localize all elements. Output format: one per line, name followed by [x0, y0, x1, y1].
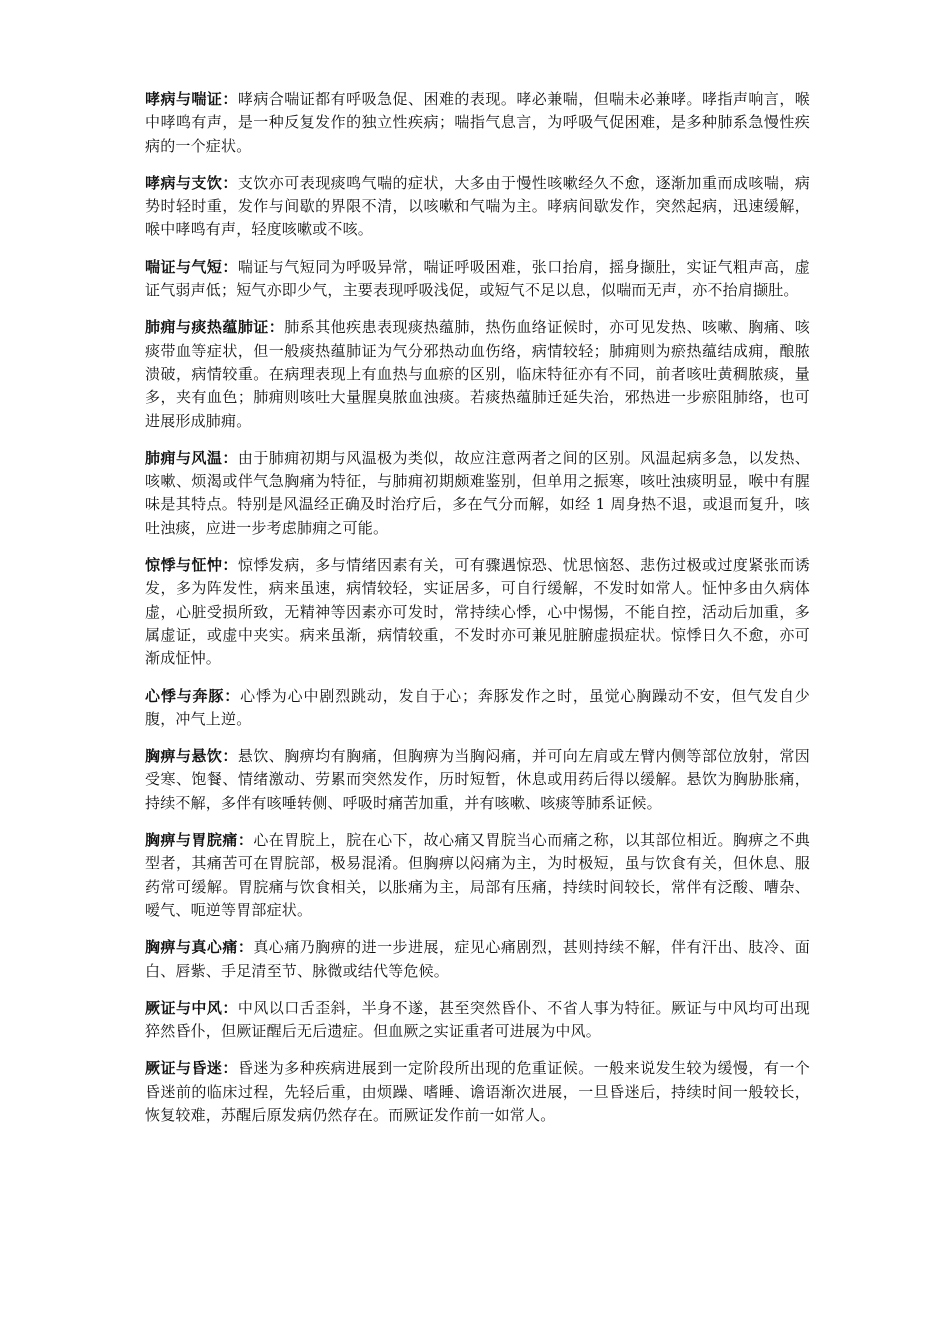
entry-separator: ： — [222, 257, 238, 276]
entry-text: 由于肺痈初期与风温极为类似，故应注意两者之间的区别。风温起病多急，以发热、咳嗽、烦渴或伴气急胸痛为特征，与肺痈初期颇难鉴别，但单用之振寒，咳吐浊痰明显，喉中有腥味是其特点。特别是风温经正确及时治疗后，多在气分而解，如经 1 周身热不退，或退而复升，咳吐浊痰，应进一步考虑肺痈之可能。 — [145, 448, 810, 537]
entry-separator: ： — [222, 1059, 238, 1078]
entry-feiyong-tanre — [145, 316, 810, 432]
entry-term: 喘证与气短 — [145, 257, 223, 276]
entry-text: 惊悸发病，多与情绪因素有关，可有骤遇惊恐、忧思恼怒、悲伤过极或过度紧张而诱发，多为阵发性，病来虽速，病情较轻，实证居多，可自行缓解，不发时如常人。怔忡多由久病体虚，心脏受损所致，无精神等因素亦可发时，常持续心悸，心中惕惕，不能自控，活动后加重，多属虚证，或虚中夹实。病来虽渐，病情较重，不发时亦可兼见脏腑虚损症状。惊悸日久不愈，亦可渐成怔忡。 — [145, 556, 810, 668]
entry-text: 悬饮、胸痹均有胸痛，但胸痹为当胸闷痛，并可向左肩或左臂内侧等部位放射，常因受寒、饱餐、情绪激动、劳累而突然发作，历时短暂，休息或用药后得以缓解。悬饮为胸胁胀痛，持续不解，多伴有咳唾转侧、呼吸时痛苦加重，并有咳嗽、咳痰等肺系证候。 — [145, 747, 810, 812]
entry-term: 胸痹与悬饮 — [145, 747, 223, 766]
entry-jue-zhongfeng — [145, 997, 810, 1044]
entry-xiongbi-xuanyin — [145, 745, 810, 815]
entry-separator: ： — [222, 998, 238, 1017]
entry-separator: ： — [224, 686, 241, 705]
entry-term: 哮病与支饮 — [145, 173, 223, 192]
entry-term: 厥证与中风 — [145, 998, 223, 1017]
entry-text: 肺系其他疾患表现痰热蕴肺，热伤血络证候时，亦可见发热、咳嗽、胸痛、咳痰带血等症状，但一般痰热蕴肺证为气分邪热动血伤络，病情较轻；肺痈则为瘀热蕴结成痈，酿脓溃破，病情较重。在病理表现上有血热与血瘀的区别，临床特征亦有不同，前者咳吐黄稠脓痰，量多，夹有血色；肺痈则咳吐大量腥臭脓血浊痰。若痰热蕴肺迁延失治，邪热进一步瘀阻肺络，也可进展形成肺痈。 — [145, 318, 811, 430]
entry-text: 心悸为心中剧烈跳动，发自于心；奔豚发作之时，虽觉心胸躁动不安，但气发自少腹，冲气上逆。 — [145, 686, 810, 728]
entry-text: 心在胃脘上，脘在心下，故心痛又胃脘当心而痛之称，以其部位相近。胸痹之不典型者，其痛苦可在胃脘部，极易混淆。但胸痹以闷痛为主，为时极短，虽与饮食有关，但休息、服药常可缓解。胃脘痛与饮食相关，以胀痛为主，局部有压痛，持续时间较长，常伴有泛酸、嘈杂、嗳气、呃逆等胃部症状。 — [145, 831, 810, 919]
entry-feiyong-fengwen — [145, 447, 810, 540]
entry-term: 胸痹与胃脘痛 — [145, 831, 238, 850]
entry-term: 惊悸与怔忡 — [145, 556, 223, 575]
entry-jingji-zhengchong — [145, 554, 810, 670]
entry-term: 心悸与奔豚 — [145, 686, 225, 705]
document-body — [145, 88, 810, 1141]
entry-chuan-qiduan — [145, 256, 810, 303]
entry-term: 肺痈与痰热蕴肺证 — [145, 318, 269, 337]
entry-jue-hunmi — [145, 1057, 810, 1127]
entry-separator: ： — [222, 90, 238, 108]
entry-text: 真心痛乃胸痹的进一步进展，症见心痛剧烈，甚则持续不解，伴有汗出、肢冷、面白、唇紫、手足清至节、脉微或结代等危候。 — [145, 938, 810, 980]
entry-text: 哮病合喘证都有呼吸急促、困难的表现。哮必兼喘，但喘未必兼哮。哮指声响言，喉中哮鸣有声，是一种反复发作的独立性疾病；喘指气息言，为呼吸气促困难，是多种肺系急慢性疾病的一个症状。 — [145, 90, 810, 155]
entry-term: 肺痈与风温 — [145, 448, 223, 467]
entry-separator: ： — [268, 318, 285, 337]
entry-separator: ： — [237, 831, 254, 850]
entry-term: 哮病与喘证 — [145, 90, 223, 108]
entry-text: 中风以口舌歪斜，半身不遂，甚至突然昏仆、不省人事为特征。厥证与中风均可出现猝然昏仆，但厥证醒后无后遗症。但血厥之实证重者可进展为中风。 — [145, 998, 810, 1041]
entry-separator: ： — [222, 448, 238, 467]
entry-separator: ： — [237, 938, 254, 957]
entry-xiongbi-zhenxin — [145, 936, 810, 983]
entry-separator: ： — [222, 173, 238, 192]
entry-term: 厥证与昏迷 — [145, 1059, 223, 1078]
entry-term: 胸痹与真心痛 — [145, 938, 238, 957]
entry-text: 昏迷为多种疾病进展到一定阶段所出现的危重证候。一般来说发生较为缓慢，有一个昏迷前的临床过程，先轻后重，由烦躁、嗜睡、谵语渐次进展，一旦昏迷后，持续时间一般较长，恢复较难，苏醒后原发病仍然存在。而厥证发作前一如常人。 — [145, 1059, 810, 1124]
entry-xiongbi-weiwan — [145, 829, 810, 922]
entry-text: 支饮亦可表现痰鸣气喘的症状，大多由于慢性咳嗽经久不愈，逐渐加重而成咳喘，病势时轻时重，发作与间歇的界限不清，以咳嗽和气喘为主。哮病间歇发作，突然起病，迅速缓解，喉中哮鸣有声，轻度咳嗽或不咳。 — [145, 173, 810, 239]
entry-xiao-zhiyin — [145, 172, 810, 242]
entry-text: 喘证与气短同为呼吸异常，喘证呼吸困难，张口抬肩，摇身撷肚，实证气粗声高，虚证气弱声低；短气亦即少气，主要表现呼吸浅促，或短气不足以息，似喘而无声，亦不抬肩撷肚。 — [145, 257, 810, 300]
entry-separator: ： — [222, 747, 238, 766]
entry-xiao-chuan — [145, 88, 810, 158]
entry-xinji-bentun — [145, 685, 810, 732]
entry-separator: ： — [222, 556, 238, 575]
